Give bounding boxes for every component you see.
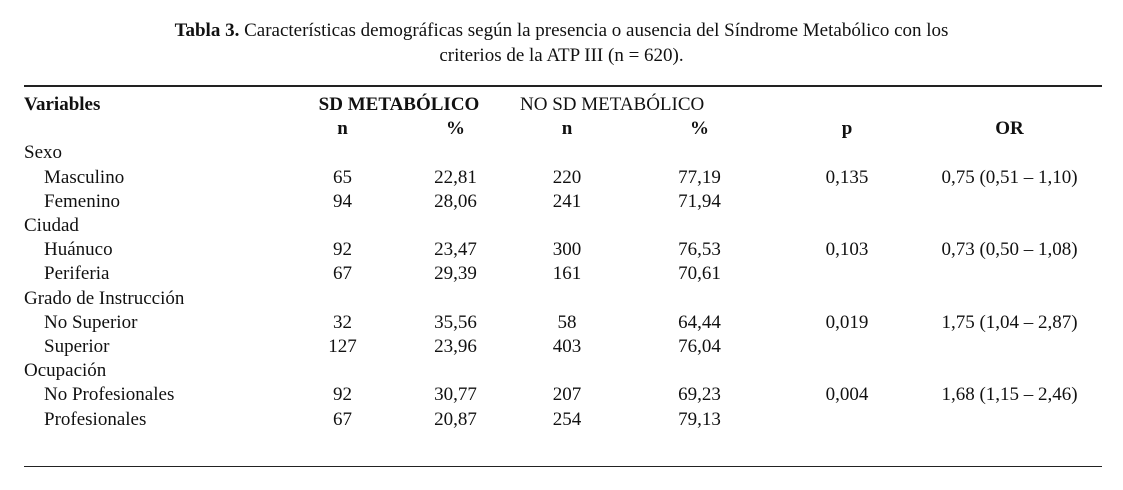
row-variable: Huánuco [44, 239, 113, 261]
header-sd-n: n [337, 118, 348, 140]
table-row [24, 190, 1102, 214]
row-no-sd-pct: 76,04 [678, 335, 721, 357]
row-no-sd-pct: 64,44 [678, 311, 721, 333]
row-or: 0,75 (0,51 – 1,10) [941, 166, 1078, 188]
header-or: OR [995, 118, 1024, 140]
header-empty-p [777, 93, 917, 117]
group-row [24, 141, 1102, 165]
row-or: 0,73 (0,50 – 1,08) [941, 239, 1078, 261]
header-no-sd-n: n [561, 118, 573, 140]
row-sd-pct: 23,96 [434, 335, 477, 357]
row-no-sd-n: 403 [552, 335, 582, 357]
table-row [24, 407, 1102, 431]
data-table [24, 93, 1102, 432]
row-sd-pct: 28,06 [434, 190, 477, 212]
row-no-sd-n: 241 [552, 190, 582, 212]
row-sd-n: 67 [333, 408, 352, 430]
row-sd-pct: 30,77 [434, 384, 477, 406]
header-sd-pct: % [446, 118, 465, 140]
row-no-sd-n: 161 [552, 263, 582, 285]
row-or [917, 335, 1102, 359]
caption-line-2: criterios de la ATP III (n = 620). [439, 45, 684, 66]
header-empty-variable [24, 117, 286, 141]
row-variable: Profesionales [44, 408, 147, 430]
row-or [917, 262, 1102, 286]
row-variable: Femenino [44, 190, 120, 212]
row-p [777, 335, 917, 359]
row-no-sd-n: 220 [552, 166, 582, 188]
row-sd-pct: 35,56 [434, 311, 477, 333]
row-sd-n: 94 [333, 190, 352, 212]
row-no-sd-pct: 70,61 [678, 263, 721, 285]
header-p: p [841, 118, 853, 140]
row-no-sd-n: 207 [552, 384, 582, 406]
group-row [24, 214, 1102, 238]
table-row [24, 262, 1102, 286]
row-variable: No Profesionales [44, 384, 175, 406]
header-no-sd-metabolico: NO SD METABÓLICO [520, 94, 705, 116]
row-no-sd-pct: 69,23 [678, 384, 721, 406]
row-or: 1,75 (1,04 – 2,87) [941, 311, 1078, 333]
caption-line-1 [0, 18, 1123, 43]
group-label: Grado de Instrucción [24, 287, 185, 309]
row-sd-n: 92 [333, 384, 352, 406]
row-variable: No Superior [44, 311, 138, 333]
header-empty-or [917, 93, 1102, 117]
row-sd-n: 92 [333, 239, 352, 261]
group-row [24, 359, 1102, 383]
row-sd-pct: 22,81 [434, 166, 477, 188]
row-no-sd-pct: 77,19 [678, 166, 721, 188]
table-row [24, 311, 1102, 335]
row-no-sd-pct: 71,94 [678, 190, 721, 212]
header-no-sd-pct: % [690, 118, 709, 140]
row-or [917, 190, 1102, 214]
table-row [24, 335, 1102, 359]
header-sd-metabolico: SD METABÓLICO [318, 94, 480, 116]
row-p: 0,019 [825, 311, 869, 333]
row-or: 1,68 (1,15 – 2,46) [941, 384, 1078, 406]
row-or [917, 407, 1102, 431]
table-caption [0, 18, 1123, 68]
row-no-sd-n: 254 [552, 408, 582, 430]
group-label: Ocupación [24, 360, 107, 382]
caption-text-1: Características demográficas según la presencia o ausencia del Síndrome Metabólico con los [244, 20, 949, 41]
table-row [24, 383, 1102, 407]
row-no-sd-n: 300 [552, 239, 582, 261]
row-p [777, 407, 917, 431]
table-top-rule [24, 85, 1102, 87]
group-row [24, 287, 1102, 311]
table-bottom-rule [24, 466, 1102, 467]
header-row-2 [24, 117, 1102, 141]
caption-label: Tabla 3. [174, 20, 240, 41]
row-sd-n: 127 [328, 335, 357, 357]
row-sd-pct: 29,39 [434, 263, 477, 285]
row-p [777, 262, 917, 286]
row-no-sd-pct: 79,13 [678, 408, 721, 430]
table-row [24, 166, 1102, 190]
row-sd-pct: 23,47 [434, 239, 477, 261]
row-sd-n: 32 [333, 311, 352, 333]
row-variable: Masculino [44, 166, 125, 188]
row-variable: Superior [44, 335, 110, 357]
row-variable: Periferia [44, 263, 110, 285]
row-p: 0,103 [825, 239, 869, 261]
table-row [24, 238, 1102, 262]
header-variables: Variables [24, 94, 101, 116]
row-no-sd-pct: 76,53 [678, 239, 721, 261]
group-label: Ciudad [24, 215, 79, 237]
row-sd-n: 65 [333, 166, 352, 188]
row-sd-n: 67 [333, 263, 352, 285]
header-row-1 [24, 93, 1102, 117]
row-p: 0,135 [825, 166, 869, 188]
row-no-sd-n: 58 [557, 311, 577, 333]
row-p: 0,004 [825, 384, 869, 406]
group-label: Sexo [24, 142, 62, 164]
row-sd-pct: 20,87 [434, 408, 477, 430]
row-p [777, 190, 917, 214]
